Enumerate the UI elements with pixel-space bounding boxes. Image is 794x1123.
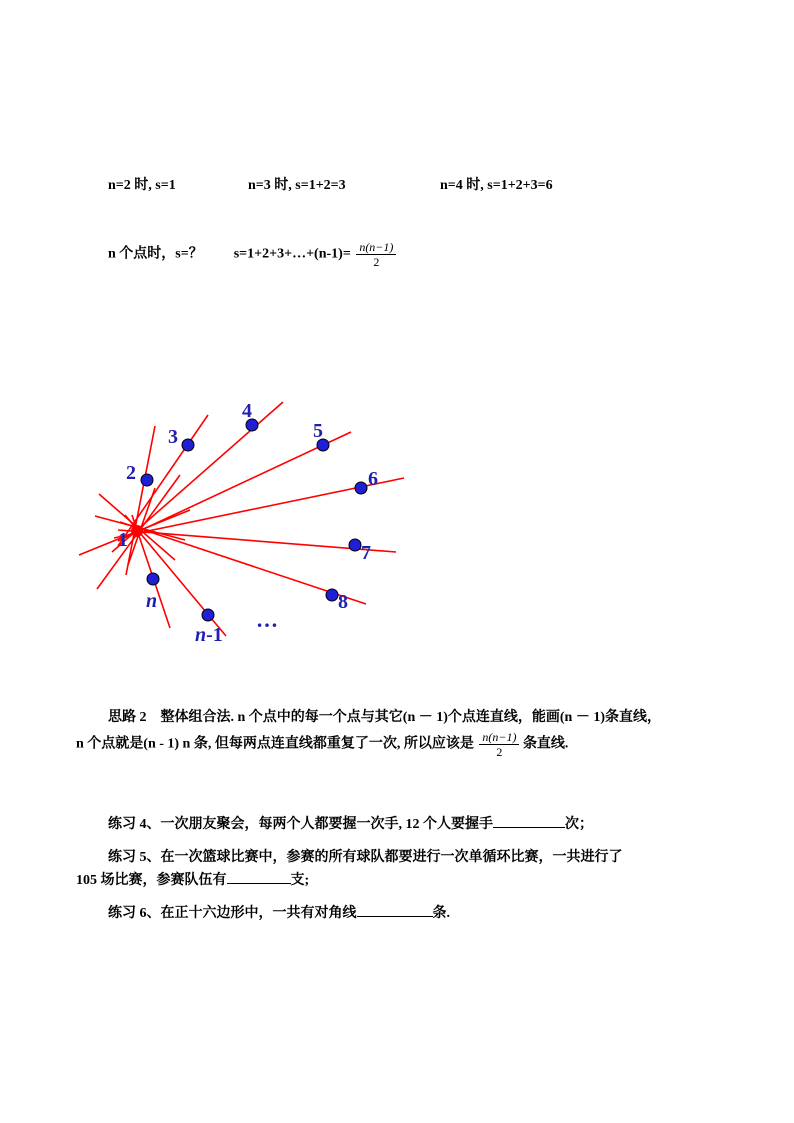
point-8 [326, 589, 338, 601]
label-4: 4 [242, 400, 252, 422]
label-7: 7 [361, 542, 371, 564]
exercise-4-suffix: 次； [565, 817, 593, 832]
label-1: 1 [118, 529, 128, 551]
idea2-line1: 思路 2 整体组合法. n 个点中的每一个点与其它(n － 1)个点连直线，能画(n － 1)条直线， [108, 710, 662, 725]
point-7 [349, 539, 361, 551]
fraction-denominator: 2 [373, 255, 380, 269]
label-5: 5 [313, 420, 323, 442]
fraction-numerator: n(n−1) [356, 240, 396, 255]
idea2-fraction-denominator: 2 [496, 745, 503, 759]
point-6 [355, 482, 367, 494]
idea2-line2-post: 条直线. [522, 736, 569, 752]
idea2-line2-pre: n 个点就是(n - 1) n 条, 但每两点连直线都重复了一次, 所以应该是 [76, 736, 474, 752]
exercise-5-blank[interactable] [227, 871, 291, 884]
exercise-5-text: 105 场比赛，参赛队伍有 [76, 873, 227, 888]
center-point [131, 525, 143, 537]
idea2-fraction-numerator: n(n−1) [479, 730, 519, 745]
exercise-4-blank[interactable] [493, 815, 565, 828]
exercise-5-line1: 练习 5、在一次篮球比赛中，参赛的所有球队都要进行一次单循环比赛，一共进行了 [108, 850, 623, 865]
point-2 [141, 474, 153, 486]
label-n: n [146, 590, 158, 612]
exercise-5-suffix: 支; [290, 873, 310, 888]
exercise-6-suffix: 条. [432, 906, 450, 921]
idea2-fraction [479, 730, 519, 759]
general-sum: s=1+2+3+…+(n-1)= [233, 246, 351, 262]
exercise-6 [108, 902, 450, 922]
ray-lines [79, 402, 404, 636]
exercise-6-blank[interactable] [357, 904, 433, 917]
label-n-minus-1: n-1 [195, 624, 223, 646]
case-n2: n=2 时, s=1 [108, 178, 176, 193]
point-3 [182, 439, 194, 451]
label-ellipsis: … [256, 607, 278, 632]
exercise-4 [108, 813, 593, 833]
label-3: 3 [168, 426, 178, 448]
point-n-minus-1 [202, 609, 214, 621]
exercise-4-text: 练习 4、一次朋友聚会，每两个人都要握一次手, 12 个人要握手 [108, 817, 493, 832]
exercise-5-line2 [76, 869, 309, 889]
idea2-line2 [76, 730, 568, 759]
label-8: 8 [338, 591, 348, 613]
points [141, 419, 367, 621]
case-n4: n=4 时, s=1+2+3=6 [440, 178, 553, 193]
exercise-6-text: 练习 6、在正十六边形中，一共有对角线 [108, 906, 357, 921]
general-question: n 个点时，s=？ [108, 246, 203, 262]
label-6: 6 [368, 468, 378, 490]
case-n3: n=3 时, s=1+2=3 [248, 178, 346, 193]
label-2: 2 [126, 462, 136, 484]
point-n [147, 573, 159, 585]
